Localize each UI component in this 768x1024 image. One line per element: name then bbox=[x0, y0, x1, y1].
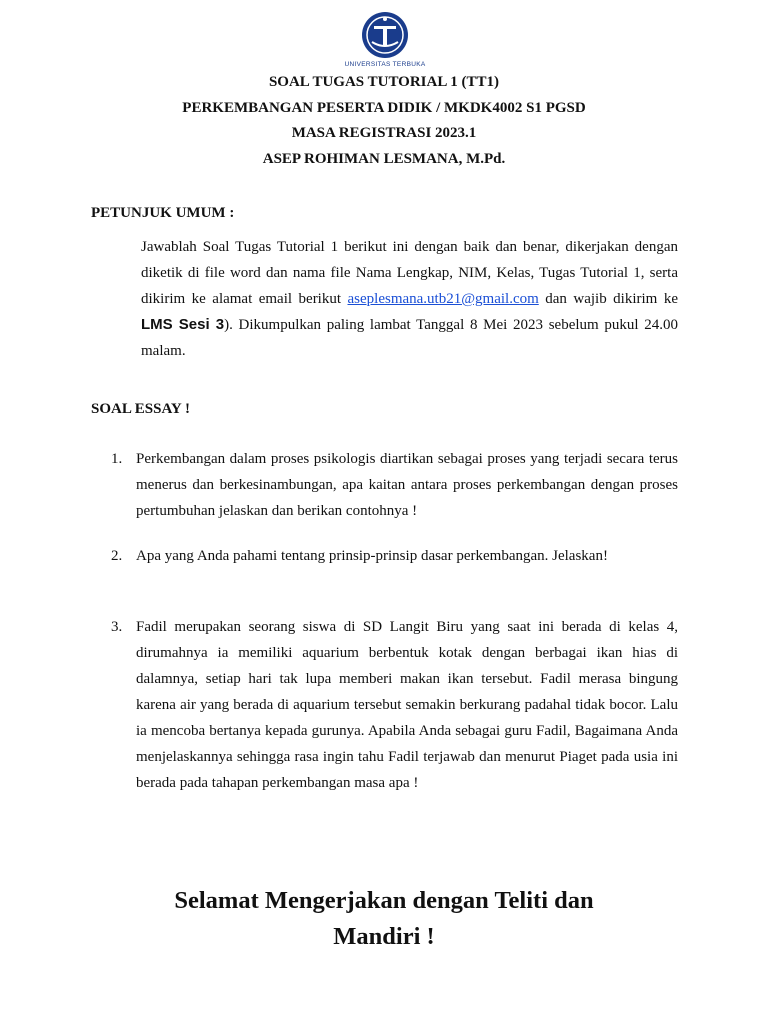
document-header bbox=[0, 70, 768, 172]
header-lecturer: ASEP ROHIMAN LESMANA, M.Pd. bbox=[262, 150, 506, 167]
closing-message bbox=[0, 883, 768, 955]
closing-line-1: Selamat Mengerjakan dengan Teliti dan bbox=[174, 887, 594, 914]
instructions-text-middle: dan wajib dikirim ke bbox=[538, 291, 678, 307]
question-text: Fadil merupakan seorang siswa di SD Langit Biru yang saat ini berada di kelas 4, dirumahnya ia memiliki aquarium berbentuk kotak dengan berbagai ikan hias di dalamnya, setiap hari tak lupa memberi makan ikan tersebut. Fadil merasa bingung karena air yang berada di aquarium tersebut semakin berkurang padahal tidak bocor. Lalu ia mencoba bertanya kepada gurunya. Apabila Anda sebagai guru Fadil, Bagaimana Anda menjelaskannya sehingga rasa ingin tahu Fadil terjawab dan menurut Piaget pada usia ini berada pada tahapan perkembangan masa apa ! bbox=[136, 619, 678, 791]
question-number: 2. bbox=[111, 548, 123, 564]
closing-line-2: Mandiri ! bbox=[333, 923, 435, 950]
question-number: 3. bbox=[111, 619, 123, 635]
instructions-text-start: Jawablah Soal Tugas Tutorial 1 berikut ini dengan baik dan benar, dikerjakan dengan diketik di file word dan nama file Nama Lengkap, NIM, Kelas, Tugas Tutorial 1, serta dikirim ke alamat email berikut bbox=[141, 239, 678, 307]
logo-caption: UNIVERSITAS TERBUKA bbox=[344, 61, 426, 68]
instructions-paragraph bbox=[141, 234, 678, 364]
lms-label: LMS Sesi 3 bbox=[141, 316, 225, 333]
header-registration: MASA REGISTRASI 2023.1 bbox=[291, 125, 477, 141]
email-link[interactable]: aseplesmana.utb21@gmail.com bbox=[347, 291, 539, 307]
university-logo bbox=[330, 10, 440, 68]
university-emblem-icon bbox=[356, 10, 414, 60]
question-2 bbox=[111, 543, 678, 569]
essay-title: SOAL ESSAY ! bbox=[91, 401, 190, 417]
question-text: Perkembangan dalam proses psikologis diartikan sebagai proses yang terjadi secara terus menerus dan berkesinambungan, apa kaitan antara proses perkembangan dengan proses pertumbuhan jelaskan dan berikan contohnya ! bbox=[136, 451, 678, 519]
header-title: SOAL TUGAS TUTORIAL 1 (TT1) bbox=[268, 74, 500, 90]
header-course: PERKEMBANGAN PESERTA DIDIK / MKDK4002 S1 PGSD bbox=[182, 99, 586, 116]
question-text: Apa yang Anda pahami tentang prinsip-prinsip dasar perkembangan. Jelaskan! bbox=[136, 548, 608, 564]
question-1 bbox=[111, 446, 678, 524]
question-3 bbox=[111, 614, 678, 796]
instructions-title: PETUNJUK UMUM : bbox=[91, 205, 235, 221]
instructions-text-end: ). Dikumpulkan paling lambat Tanggal 8 Mei 2023 sebelum pukul 24.00 malam. bbox=[141, 317, 678, 359]
question-number: 1. bbox=[111, 451, 123, 467]
